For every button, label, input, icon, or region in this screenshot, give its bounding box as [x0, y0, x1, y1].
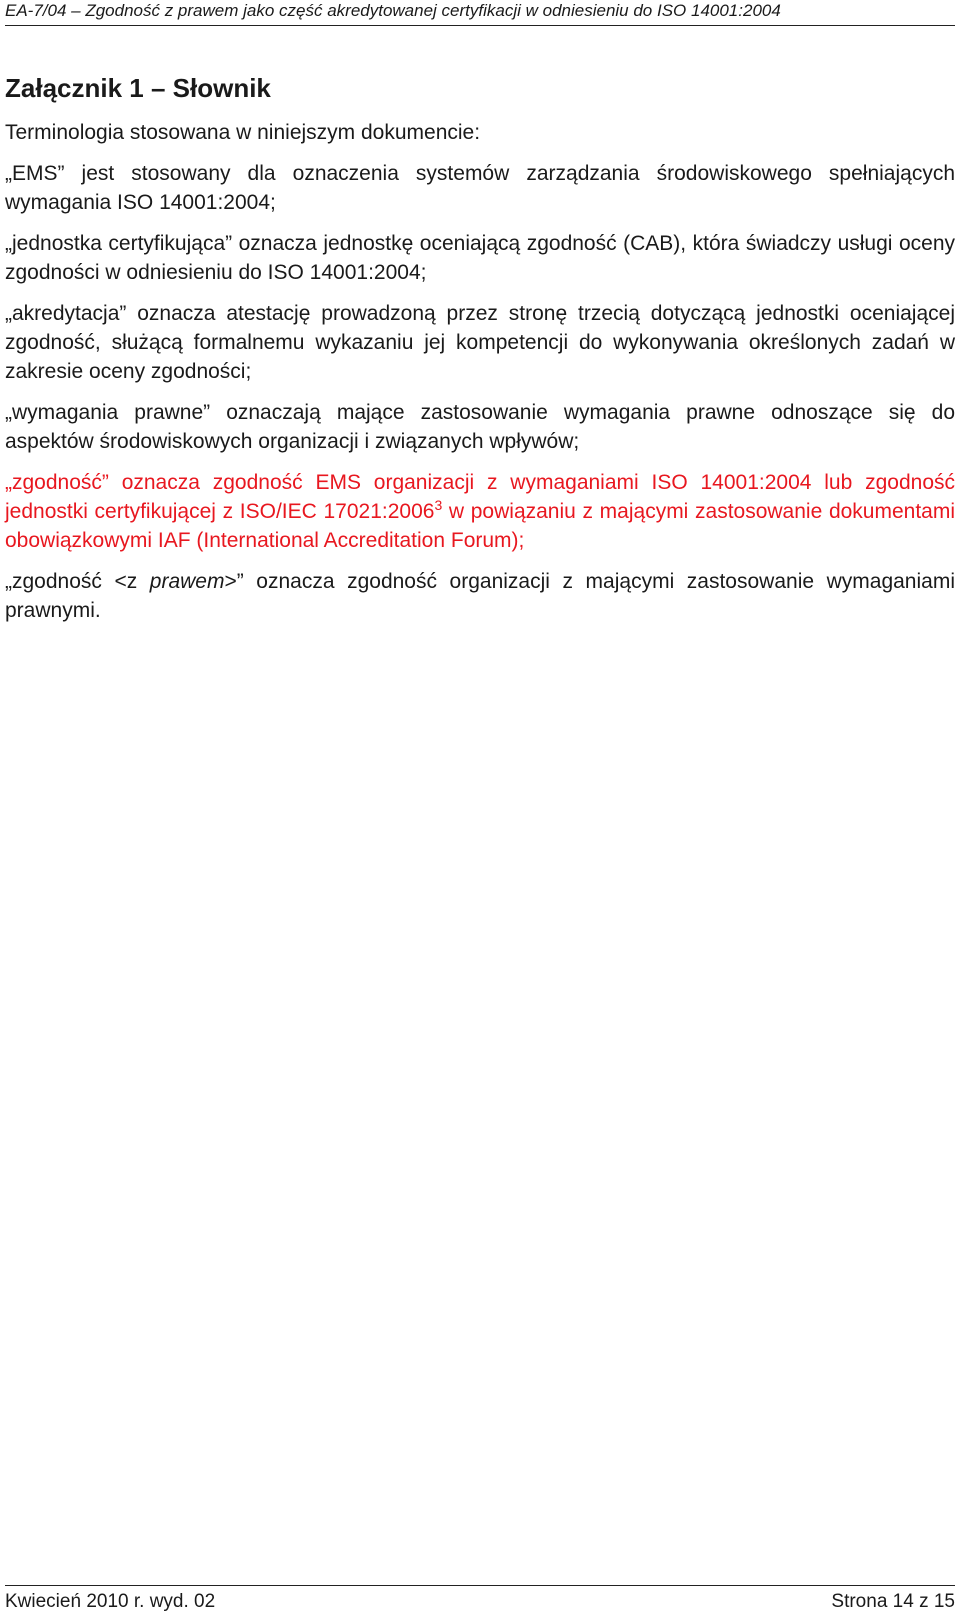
footer-date-edition: Kwiecień 2010 r. wyd. 02 — [5, 1591, 216, 1612]
definition-ems: „EMS” jest stosowany dla oznaczenia systemów zarządzania środowiskowego spełniających wymagania ISO 14001:2004; — [5, 162, 955, 214]
definition-compliance — [5, 567, 955, 625]
definition-certification-body: „jednostka certyfikująca” oznacza jednostkę oceniającą zgodność (CAB), która świadczy usługi oceny zgodności w odniesieniu do ISO 14001:2004; — [5, 232, 955, 284]
page-footer — [5, 1585, 955, 1614]
page-title: Załącznik 1 – Słownik — [5, 73, 271, 103]
footnote-reference: 3 — [434, 497, 443, 513]
page-header — [5, 0, 955, 26]
document-body — [5, 68, 955, 637]
definition-legal-requirements: „wymagania prawne” oznaczają mające zastosowanie wymagania prawne odnoszące się do aspektów środowiskowych organizacji i związanych wpływów; — [5, 401, 955, 453]
definition-accreditation: „akredytacja” oznacza atestację prowadzoną przez stronę trzecią dotyczącą jednostki oceniającej zgodność, służącą formalnemu wykazaniu jej kompetencji do wykonywania określonych zadań w zakresie oceny zgodności; — [5, 302, 955, 383]
definition-conformity — [5, 468, 955, 555]
conformity-text-end: w powiązaniu z mającymi zastosowanie dokumentami obowiązkowymi IAF (International Accreditation Forum); — [5, 500, 956, 552]
compliance-text-end: >” oznacza zgodność organizacji z mającymi zastosowanie wymaganiami prawnymi. — [5, 570, 955, 622]
compliance-emphasis: prawem — [149, 570, 225, 593]
intro-text: Terminologia stosowana w niniejszym dokumencie: — [5, 121, 481, 144]
compliance-text-start: „zgodność <z — [5, 570, 150, 593]
header-text: EA-7/04 – Zgodność z prawem jako część akredytowanej certyfikacji w odniesieniu do ISO 14001:2004 — [5, 1, 781, 20]
footer-page-number: Strona 14 z 15 — [831, 1591, 955, 1612]
conformity-text-start: „zgodność” oznacza zgodność EMS organizacji z wymaganiami ISO 14001:2004 lub zgodność jednostki certyfikującej z ISO/IEC 17021:2006 — [5, 471, 955, 523]
